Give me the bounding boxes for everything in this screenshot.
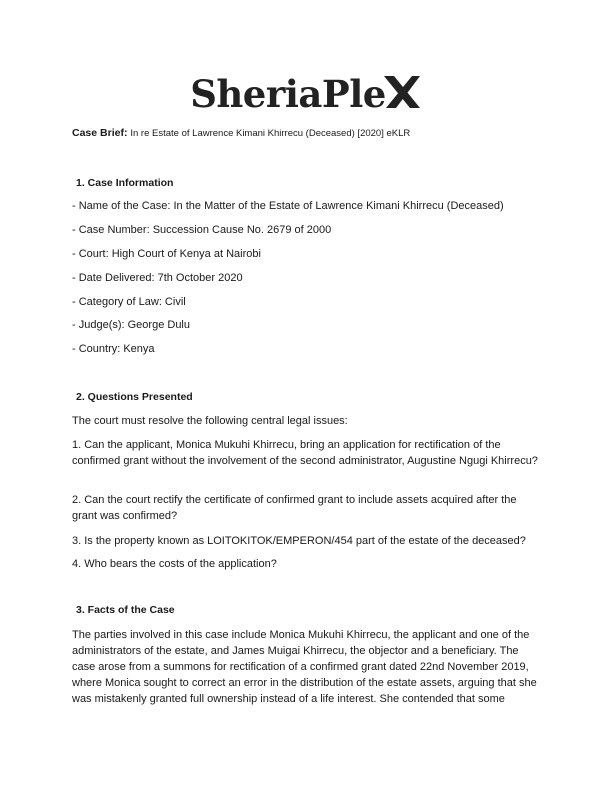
category-item: - Category of Law: Civil — [72, 296, 186, 308]
logo-text: SheriaPle — [190, 72, 386, 116]
questions-presented-heading: 2. Questions Presented — [76, 391, 193, 403]
case-information-heading: 1. Case Information — [76, 177, 174, 189]
question-item: 1. Can the applicant, Monica Mukuhi Khirrecu, bring an application for rectification of the confirmed grant without the involvement of the second administrator, Augustine Ngugi Khirrecu? — [72, 439, 538, 467]
judges-item: - Judge(s): George Dulu — [72, 319, 190, 331]
x-mark-icon — [382, 74, 422, 115]
question-item: 2. Can the court rectify the certificate of confirmed grant to include assets acquired after the grant was confirmed? — [72, 494, 517, 522]
case-name-item: - Name of the Case: In the Matter of the Estate of Lawrence Kimani Khirrecu (Deceased) — [72, 200, 504, 212]
case-brief-label: Case Brief: — [72, 127, 128, 139]
sheriaplex-logo — [0, 72, 612, 116]
questions-intro: The court must resolve the following central legal issues: — [72, 415, 348, 427]
facts-heading: 3. Facts of the Case — [76, 604, 175, 616]
case-number-item: - Case Number: Succession Cause No. 2679 of 2000 — [72, 224, 332, 236]
facts-paragraph: The parties involved in this case include Monica Mukuhi Khirrecu, the applicant and one of the administrators of the estate, and James Muigai Khirrecu, the objector and a beneficiary. The case arose from a summons for rectification of a confirmed grant dated 22nd November 2019, where Monica sought to correct an error in the distribution of the estate assets, arguing that she was mistakenly granted full ownership instead of a life interest. She contended that some — [72, 629, 537, 705]
case-brief-title: In re Estate of Lawrence Kimani Khirrecu (Deceased) [2020] eKLR — [130, 128, 411, 139]
country-item: - Country: Kenya — [72, 343, 155, 355]
date-delivered-item: - Date Delivered: 7th October 2020 — [72, 272, 243, 284]
case-brief-line — [72, 127, 410, 139]
court-item: - Court: High Court of Kenya at Nairobi — [72, 248, 261, 260]
question-item: 4. Who bears the costs of the application? — [72, 558, 277, 570]
question-item: 3. Is the property known as LOITOKITOK/EMPERON/454 part of the estate of the deceased? — [72, 535, 526, 547]
